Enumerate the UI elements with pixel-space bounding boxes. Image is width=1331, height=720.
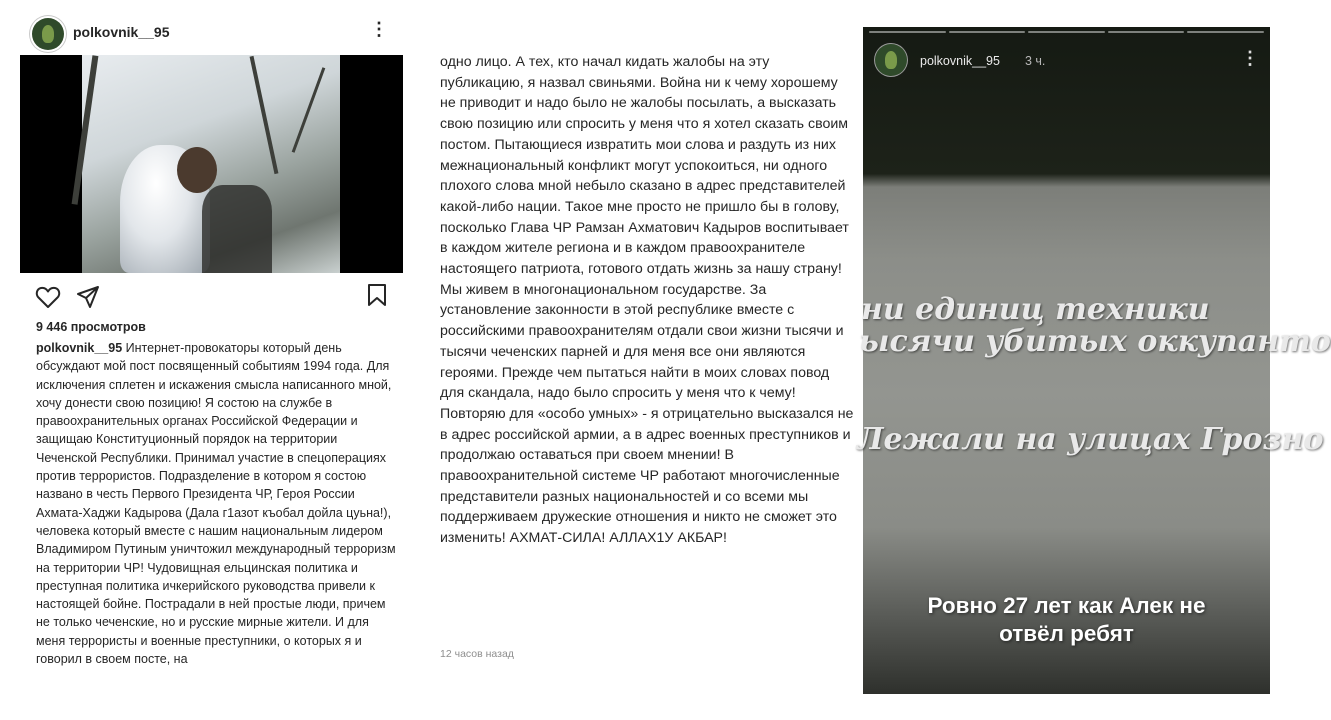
bookmark-icon[interactable]	[366, 283, 388, 307]
caption-username[interactable]: polkovnik__95	[36, 341, 123, 355]
video-frame	[82, 55, 340, 273]
send-icon[interactable]	[76, 285, 100, 309]
post-username[interactable]: polkovnik__95	[73, 24, 170, 40]
instagram-post-panel	[0, 0, 420, 720]
post-caption	[36, 339, 396, 668]
story-progress-bars	[869, 31, 1264, 33]
post-video[interactable]	[20, 55, 403, 273]
caption-text: Интернет-провокаторы который день обсуждают мой пост посвященный событиям 1994 года. Для исключения сплетен и искажения смысла написанного мной, хочу донести свою позицию! Я состою на службе в правоохранительных органах Российской Федерации и защищаю Конституционный порядок на территории Чеченской Республики. Принимал участие в спецоперациях против террористов. Подразделение в котором я состою названо в честь Первого Президента ЧР, Героя России Ахмата-Хаджи Кадырова (Дала г1азот къобал дойла цуьна!), человека который вместе с нашим национальным лидером Владимиром Путиным уничтожил международный терроризм на территории ЧР! Чудовищная ельцинская политика и преступная политика ичкерийского руководства привели к настоящей бойне. Пострадали в ней простые люди, причем не только чеченские, но и русские мирные жители. И для меня террористы и военные преступники, о которых я и говорил в своем посте, на	[36, 341, 396, 667]
story-caption-line: отвёл ребят	[999, 621, 1134, 646]
story-overlay-line: ысячи убитых оккупанто	[859, 324, 1331, 359]
views-count: 9 446 просмотров	[36, 320, 146, 334]
caption-continuation-panel	[420, 0, 860, 720]
more-vertical-icon[interactable]: ⋮	[370, 19, 388, 39]
caption-continuation-text: одно лицо. А тех, кто начал кидать жалобы на эту публикацию, я назвал свиньями. Война ни к чему хорошему не приводит и надо было не жалобы посылать, а высказать свою позицию или спросить у меня что я хотел сказать своим постом. Пытающиеся извратить мои слова и раздуть из них межнациональный конфликт могут успокоиться, ни одного плохого слова мной небыло сказано в адрес представителей какой-либо нации. Такое мне просто не пришло бы в голову, посколько Глава ЧР Рамзан Ахматович Кадыров воспитывает в каждом жителе региона и в каждом правоохранителе настоящего патриота, готового отдать жизнь за нашу страну! Мы живем в многонациональном государстве. За установление законности в этой республике вместе с российскими правоохранителям отдали свои жизни тысячи и тысячи чеченских парней и для меня все они являются героями. Прежде чем пытаться найти в моих словах повод для скандала, надо было спросить у меня что к чему! Повторяю для «особо умных» - я отрицательно высказался не в адрес российской армии, а в адрес военных преступников и продолжаю оставаться при своем мнении! В правоохранительной системе ЧР работают многочисленные представители разных национальностей и со всеми мы поддерживаем дружеские отношения и никто не сможет это изменить! АХМАТ-СИЛА! АЛЛАХ1У АКБАР!	[440, 54, 854, 547]
more-vertical-icon[interactable]: ⋮	[1241, 48, 1259, 68]
avatar[interactable]	[32, 18, 64, 50]
story-time: 3 ч.	[1025, 54, 1046, 68]
story-overlay-line: ни единиц техники	[861, 292, 1210, 327]
story-frame[interactable]	[857, 27, 1331, 694]
story-caption-line: Ровно 27 лет как Алек не	[927, 593, 1206, 618]
heart-icon[interactable]	[35, 285, 61, 309]
story-avatar[interactable]	[875, 44, 907, 76]
story-username[interactable]: polkovnik__95	[920, 54, 1000, 68]
story-panel	[857, 0, 1331, 720]
post-timestamp: 12 часов назад	[440, 648, 514, 660]
story-caption	[863, 592, 1270, 648]
story-overlay-line: Лежали на улицах Грозно	[857, 422, 1324, 457]
